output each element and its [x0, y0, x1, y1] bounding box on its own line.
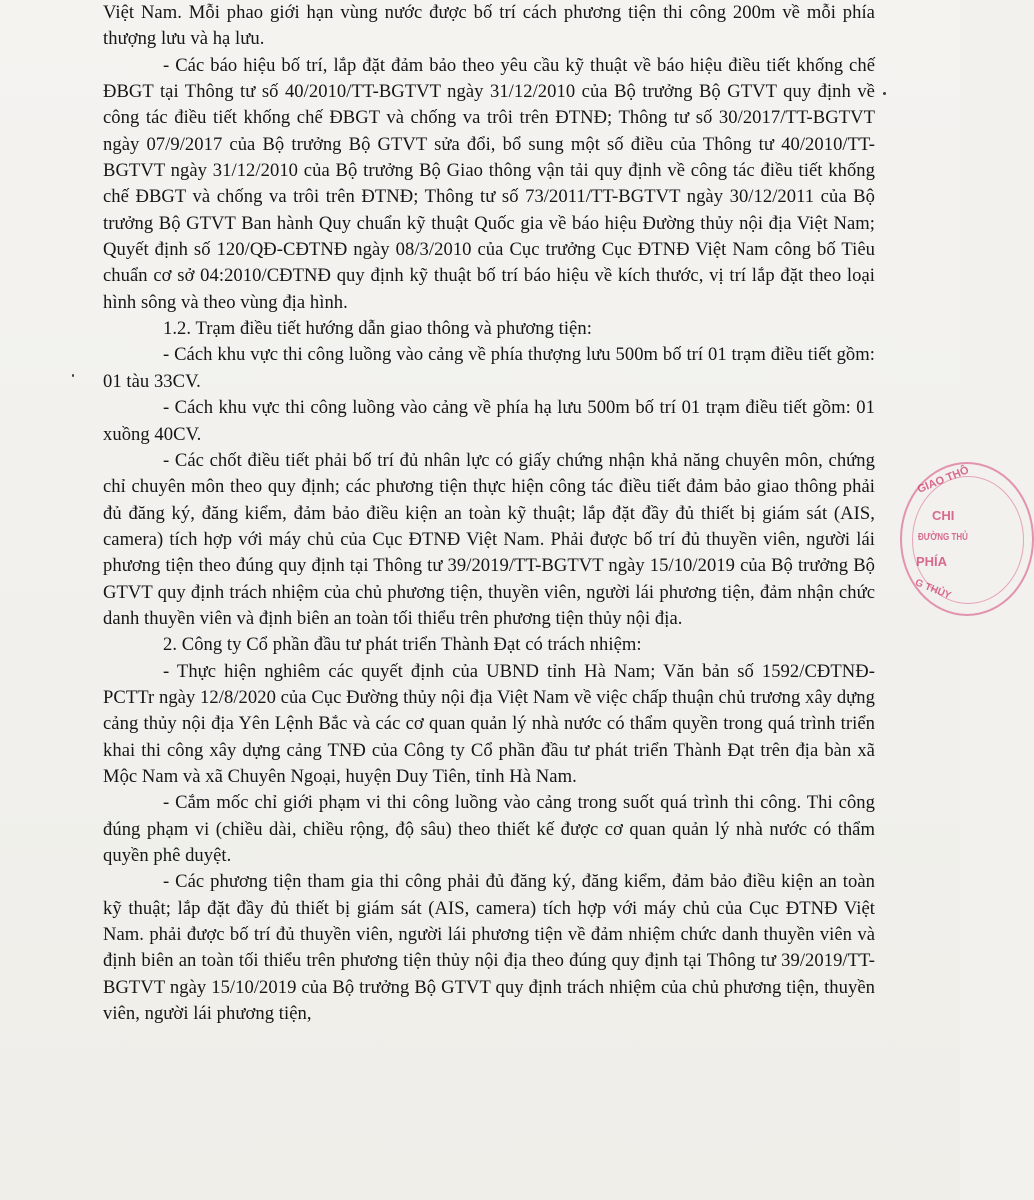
paragraph-upstream-station: - Cách khu vực thi công luồng vào cảng về phía thượng lưu 500m bố trí 01 trạm điều tiết gồm: 01 tàu 33CV. — [103, 344, 875, 392]
paragraph-control-posts: - Các chốt điều tiết phải bố trí đủ nhân lực có giấy chứng nhận khả năng chuyên môn, chứng chỉ chuyên môn theo quy định; các phương tiện thực hiện công tác điều tiết đảm bảo giao thông phải đủ đăng ký, đăng kiểm, đảm bảo điều kiện an toàn kỹ thuật; lắp đặt đầy đủ thiết bị giám sát (AIS, camera) tích hợp với máy chủ của Cục ĐTNĐ Việt Nam. Phải được bố trí đủ thuyền viên, người lái phương tiện theo đúng quy định tại Thông tư 39/2019/TT-BGTVT ngày 15/10/2019 của Bộ trưởng Bộ GTVT quy định trách nhiệm của chủ phương tiện, thuyền viên, người lái phương tiện, đảm nhận chức danh thuyền viên và định biên an toàn tối thiểu trên phương tiện thủy nội địa. — [103, 449, 875, 629]
official-seal-stamp — [900, 462, 1034, 616]
section-heading-2: 2. Công ty Cổ phần đầu tư phát triển Thành Đạt có trách nhiệm: — [163, 634, 642, 656]
seal-text-line3: PHÍA — [916, 554, 948, 569]
paragraph-boundary-markers: - Cắm mốc chỉ giới phạm vi thi công luồng vào cảng trong suốt quá trình thi công. Thi công đúng phạm vi (chiều dài, chiều rộng, độ sâu) theo thiết kế được cơ quan quản lý nhà nước có thẩm quyền phê duyệt. — [103, 792, 875, 866]
section-heading-1-2: 1.2. Trạm điều tiết hướng dẫn giao thông và phương tiện: — [163, 318, 592, 340]
scan-speck — [72, 374, 74, 377]
scan-speck — [883, 92, 886, 95]
paragraph-downstream-station: - Cách khu vực thi công luồng vào cảng về phía hạ lưu 500m bố trí 01 trạm điều tiết gồm: 01 xuồng 40CV. — [103, 397, 875, 445]
paragraph-implement-decisions: - Thực hiện nghiêm các quyết định của UBND tỉnh Hà Nam; Văn bản số 1592/CĐTNĐ-PCTTr ngày 12/8/2020 của Cục Đường thủy nội địa Việt Nam về việc chấp thuận chủ trương xây dựng cảng thủy nội địa Yên Lệnh Bắc và các cơ quan quản lý nhà nước có thẩm quyền trong quá trình triển khai thi công xây dựng cảng TNĐ của Công ty Cổ phần đầu tư phát triển Thành Đạt trên địa bàn xã Mộc Nam và xã Chuyên Ngoại, huyện Duy Tiên, tỉnh Hà Nam. — [103, 660, 875, 787]
seal-text-line2: ĐƯỜNG THỦ — [918, 532, 968, 543]
seal-top-text: GIAO THÔ — [915, 464, 971, 496]
paragraph-signal-regulations: - Các báo hiệu bố trí, lắp đặt đảm bảo theo yêu cầu kỹ thuật về báo hiệu điều tiết khống chế ĐBGT tại Thông tư số 40/2010/TT-BGTVT ngày 31/12/2010 của Bộ trưởng Bộ GTVT quy định về công tác điều tiết khống chế ĐBGT và chống va trôi trên ĐTNĐ; Thông tư số 30/2017/TT-BGTVT ngày 07/9/2017 của Bộ trưởng Bộ GTVT sửa đổi, bổ sung một số điều của Thông tư 40/2010/TT-BGTVT ngày 31/12/2010 của Bộ trưởng Bộ Giao thông vận tải quy định về công tác điều tiết khống chế ĐBGT và chống va trôi trên ĐTNĐ; Thông tư số 73/2011/TT-BGTVT ngày 30/12/2011 của Bộ trưởng Bộ GTVT Ban hành Quy chuẩn kỹ thuật Quốc gia về báo hiệu Đường thủy nội địa Việt Nam; Quyết định số 120/QĐ-CĐTNĐ ngày 08/3/2010 của Cục trưởng Cục ĐTNĐ Việt Nam công bố Tiêu chuẩn cơ sở 04:2010/CĐTNĐ quy định kỹ thuật bố trí báo hiệu về kích thước, vị trí lắp đặt theo loại hình sông và theo vùng địa hình. — [103, 54, 875, 313]
paragraph-continuation: Việt Nam. Mỗi phao giới hạn vùng nước được bố trí cách phương tiện thi công 200m về mỗi phía thượng lưu và hạ lưu. — [103, 2, 875, 50]
seal-bottom-text: G THỦY — [913, 577, 953, 602]
document-body — [103, 0, 875, 1027]
seal-text-line1: CHI — [932, 508, 955, 523]
paragraph-construction-vessels: - Các phương tiện tham gia thi công phải đủ đăng ký, đăng kiểm, đảm bảo điều kiện an toàn kỹ thuật; lắp đặt đầy đủ thiết bị giám sát (AIS, camera) tích hợp với máy chủ của Cục ĐTNĐ Việt Nam. phải được bố trí đủ thuyền viên, người lái phương tiện về đảm nhiệm chức danh thuyền viên và định biên an toàn tối thiểu trên phương tiện thủy nội địa theo đúng quy định tại Thông tư 39/2019/TT-BGTVT ngày 15/10/2019 của Bộ trưởng Bộ GTVT quy định trách nhiệm của chủ phương tiện, thuyền viên, người lái phương tiện, — [103, 871, 875, 1025]
